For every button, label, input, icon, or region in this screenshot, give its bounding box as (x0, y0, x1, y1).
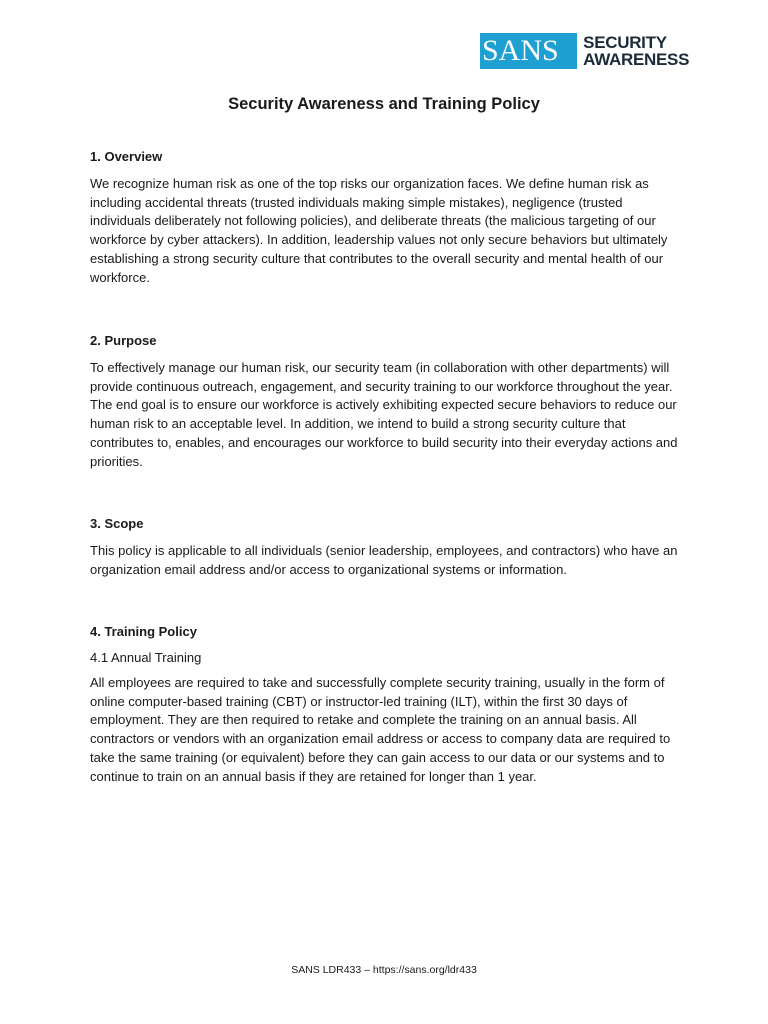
sans-security-awareness-logo (480, 33, 690, 69)
section-heading: 2. Purpose (90, 333, 157, 348)
section-body: We recognize human risk as one of the top risks our organization faces. We define human risk as including accidental threats (trusted individuals making simple mistakes), negligence (trusted individuals deliberately not following policies), and deliberate threats (the malicious targeting of our workforce by cyber attackers). In addition, leadership values not only secure behaviors but ultimately establishing a strong security culture that contributes to the overall security and mental health of our workforce. (90, 176, 668, 285)
document-title: Security Awareness and Training Policy (228, 95, 540, 113)
section-heading: 3. Scope (90, 516, 144, 531)
section-body: To effectively manage our human risk, our security team (in collaboration with other departments) will provide continuous outreach, engagement, and security training to our workforce throughout the year. The end goal is to ensure our workforce is actively exhibiting expected secure behaviors to reduce our human risk to an acceptable level. In addition, we intend to build a strong security culture that contributes to, enables, and encourages our workforce to build security into their everyday actions and priorities. (90, 360, 678, 469)
logo-line-security: SECURITY (583, 33, 667, 52)
section-scope (90, 516, 680, 579)
logo-sans-mark: SANS (480, 33, 577, 69)
logo-wordmark (577, 33, 690, 69)
section-heading: 1. Overview (90, 149, 163, 164)
section-body: This policy is applicable to all individuals (senior leadership, employees, and contractors) who have an organization email address and/or access to organizational systems or information. (90, 543, 678, 577)
subsection-heading-annual-training: 4.1 Annual Training (90, 650, 202, 665)
section-body: All employees are required to take and successfully complete security training, usually in the form of online computer-based training (CBT) or instructor-led training (ILT), within the first 30 days of employment. They are then required to retake and complete the training on an annual basis. All contractors or vendors with an organization email address or access to company data are required to take the same training (or equivalent) before they can gain access to our data or our systems and to continue to train on an annual basis if they are retained for longer than 1 year. (90, 675, 671, 784)
section-heading: 4. Training Policy (90, 624, 197, 639)
section-purpose (90, 333, 680, 471)
section-overview (90, 149, 680, 287)
page-footer: SANS LDR433 – https://sans.org/ldr433 (291, 964, 477, 976)
section-training-policy (90, 624, 680, 786)
logo-line-awareness: AWARENESS (583, 50, 690, 69)
